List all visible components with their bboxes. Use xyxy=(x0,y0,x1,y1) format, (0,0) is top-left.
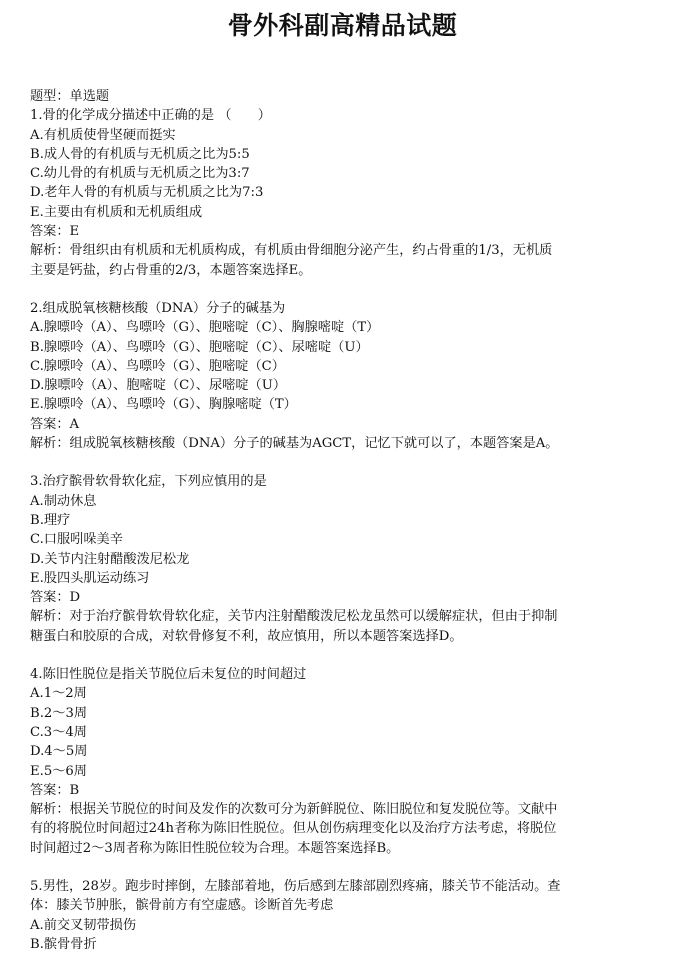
analysis-line: 主要是钙盐，约占骨重的2/3，本题答案选择E。 xyxy=(30,262,312,278)
option-a: A.有机质使骨坚硬而挺实 xyxy=(30,127,176,143)
analysis-line: 解析：组成脱氧核糖核酸（DNA）分子的碱基为AGCT，记忆下就可以了，本题答案是A。 xyxy=(30,436,559,452)
option-c: C.3～4周 xyxy=(30,724,87,740)
option-b: B.腺嘌呤（A）、鸟嘌呤（G）、胞嘧啶（C）、尿嘧啶（U） xyxy=(30,339,369,355)
spacer xyxy=(30,280,660,299)
option-a: A.1～2周 xyxy=(30,686,87,702)
option-d: D.老年人骨的有机质与无机质之比为7:3 xyxy=(30,185,264,201)
answer: 答案：D xyxy=(30,590,81,606)
analysis-line: 解析：根据关节脱位的时间及发作的次数可分为新鲜脱位、陈旧脱位和复发脱位等。文献中 xyxy=(30,802,558,818)
option-e: E.腺嘌呤（A）、鸟嘌呤（G）、胸腺嘧啶（T） xyxy=(30,397,297,413)
option-c: C.口服吲哚美辛 xyxy=(30,532,123,548)
analysis-line: 有的将脱位时间超过24h者称为陈旧性脱位。但从创伤病理变化以及治疗方法考虑，将脱位 xyxy=(30,821,557,837)
spacer xyxy=(30,646,660,665)
question-content xyxy=(30,87,660,954)
option-c: C.腺嘌呤（A）、鸟嘌呤（G）、胞嘧啶（C） xyxy=(30,358,285,374)
question-type: 题型：单选题 xyxy=(30,89,110,104)
spacer xyxy=(30,453,660,472)
analysis-line: 解析：对于治疗髌骨软骨软化症，关节内注射醋酸泼尼松龙虽然可以缓解症状，但由于抑制 xyxy=(30,609,558,625)
question-3 xyxy=(30,472,660,646)
answer: 答案：A xyxy=(30,416,80,432)
question-stem-line: 5.男性，28岁。跑步时摔倒，左膝部着地，伤后感到左膝部剧烈疼痛，膝关节不能活动。查 xyxy=(30,878,561,894)
question-stem: 2.组成脱氧核糖核酸（DNA）分子的碱基为 xyxy=(30,300,286,316)
option-a: A.腺嘌呤（A）、鸟嘌呤（G）、胞嘧啶（C）、胸腺嘧啶（T） xyxy=(30,320,380,336)
option-b: B.理疗 xyxy=(30,512,71,528)
option-d: D.腺嘌呤（A）、胞嘧啶（C）、尿嘧啶（U） xyxy=(30,378,287,394)
question-4 xyxy=(30,665,660,858)
option-e: E.5～6周 xyxy=(30,763,87,779)
answer: 答案：E xyxy=(30,224,80,240)
option-e: E.股四头肌运动练习 xyxy=(30,570,150,586)
answer: 答案：B xyxy=(30,782,80,798)
option-b: B.2～3周 xyxy=(30,705,88,721)
document-title: 骨外科副高精品试题 xyxy=(227,11,458,40)
option-b: B.成人骨的有机质与无机质之比为5:5 xyxy=(30,146,250,162)
question-1 xyxy=(30,106,660,280)
spacer xyxy=(30,858,660,877)
analysis-line: 时间超过2～3周者称为陈旧性脱位较为合理。本题答案选择B。 xyxy=(30,840,400,856)
option-a: A.前交叉韧带损伤 xyxy=(30,917,137,933)
option-c: C.幼儿骨的有机质与无机质之比为3:7 xyxy=(30,166,250,182)
question-stem: 4.陈旧性脱位是指关节脱位后未复位的时间超过 xyxy=(30,667,307,683)
analysis-line: 糖蛋白和胶原的合成，对软骨修复不利，故应慎用，所以本题答案选择D。 xyxy=(30,628,463,644)
option-d: D.关节内注射醋酸泼尼松龙 xyxy=(30,551,190,567)
option-d: D.4～5周 xyxy=(30,744,88,760)
question-5 xyxy=(30,877,660,954)
option-e: E.主要由有机质和无机质组成 xyxy=(30,204,203,220)
question-stem: 1.骨的化学成分描述中正确的是 （ ） xyxy=(30,108,271,124)
option-a: A.制动休息 xyxy=(30,493,97,509)
analysis-line: 解析：骨组织由有机质和无机质构成，有机质由骨细胞分泌产生，约占骨重的1/3，无机质 xyxy=(30,243,553,259)
question-2 xyxy=(30,299,660,453)
question-stem-line: 体：膝关节肿胀，髌骨前方有空虚感。诊断首先考虑 xyxy=(30,898,334,914)
option-b: B.髌骨骨折 xyxy=(30,936,97,952)
question-stem: 3.治疗髌骨软骨软化症，下列应慎用的是 xyxy=(30,474,267,490)
